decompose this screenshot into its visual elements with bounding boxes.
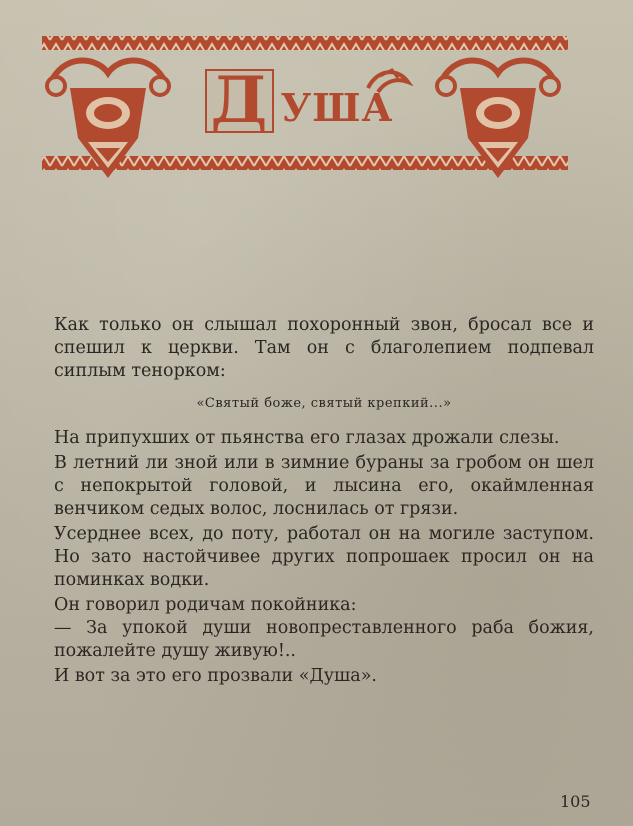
title-text: УША bbox=[280, 85, 394, 130]
page-number: 105 bbox=[560, 792, 591, 811]
paragraph-4: Усерднее всех, до поту, работал он на могиле заступом. Но зато настойчивее других попрошаек просил он на поминках водки. bbox=[54, 524, 594, 590]
paragraph-6: — За упокой души новопреставленного раба божия, пожалейте душу живую!.. bbox=[54, 618, 594, 661]
paragraph-7: И вот за это его прозвали «Душа». bbox=[54, 666, 377, 686]
paragraph-1: Как только он слышал похоронный звон, бросал все и спешил к церкви. Там он с благолепием подпевал сиплым тенорком: bbox=[54, 315, 594, 381]
top-border-band bbox=[42, 36, 568, 50]
chapter-title bbox=[184, 63, 414, 138]
paragraph-3: В летний ли зной или в зимние бураны за гробом он шел с непокрытой головой, и лысина его, окаймленная венчиком седых волос, лоснилась от грязи. bbox=[54, 453, 594, 519]
paragraph-5: Он говорил родичам покойника: bbox=[54, 595, 357, 615]
title-dropcap: Д bbox=[205, 69, 275, 133]
hymn-quote: «Святый боже, святый крепкий...» bbox=[196, 396, 452, 411]
body-text bbox=[54, 314, 594, 688]
paragraph-2: На припухших от пьянства его глазах дрожали слезы. bbox=[54, 428, 560, 448]
